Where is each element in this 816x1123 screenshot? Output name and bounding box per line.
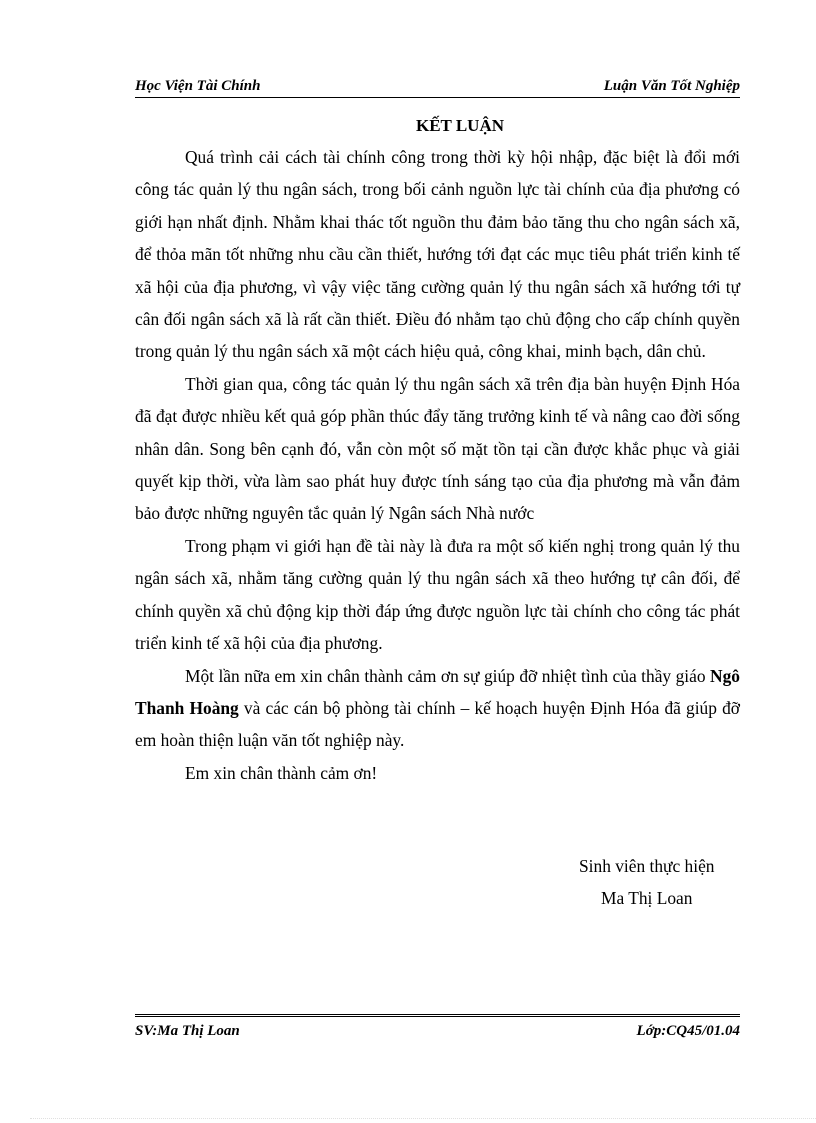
signature-role: Sinh viên thực hiện bbox=[579, 856, 715, 876]
paragraph-5: Em xin chân thành cảm ơn! bbox=[185, 762, 378, 783]
page-title: KẾT LUẬN bbox=[415, 116, 504, 135]
page-footer bbox=[135, 1014, 740, 1047]
header-document-type: Luận Văn Tốt Nghiệp bbox=[603, 78, 740, 94]
header-institution: Học Viện Tài Chính bbox=[135, 78, 261, 94]
footer-class: Lớp:CQ45/01.04 bbox=[636, 1023, 740, 1039]
advisor-name: Ngô Thanh Hoàng bbox=[135, 665, 740, 718]
paragraph-2: Thời gian qua, công tác quản lý thu ngân sách xã trên địa bàn huyện Định Hóa đã đạt được nhiều kết quả góp phần thúc đẩy tăng trưởng kinh tế và nâng cao đời sống nhân dân. Song bên cạnh đó, vẫn còn một số mặt tồn tại cần được khắc phục và giải quyết kịp thời, vừa làm sao phát huy được tính sáng tạo của địa phương mà vẫn đảm bảo được những nguyên tắc quản lý Ngân sách Nhà nước bbox=[135, 373, 740, 524]
page-header bbox=[135, 77, 740, 98]
paragraph-4 bbox=[135, 660, 740, 757]
footer-student: SV:Ma Thị Loan bbox=[135, 1023, 240, 1039]
paragraph-4-end: và các cán bộ phòng tài chính – kế hoạch huyện Định Hóa đã giúp đỡ em hoàn thiện luận văn tốt nghiệp này. bbox=[135, 697, 740, 751]
paragraph-1: Quá trình cải cách tài chính công trong thời kỳ hội nhập, đặc biệt là đổi mới công tác quản lý thu ngân sách, trong bối cảnh nguồn lực tài chính của địa phương có giới hạn nhất định. Nhằm khai thác tốt nguồn thu đảm bảo tăng thu cho ngân sách xã, để thỏa mãn tốt những nhu cầu cần thiết, hướng tới đạt các mục tiêu phát triển kinh tế xã hội của địa phương, vì vậy việc tăng cường quản lý thu ngân sách xã hướng tới tự cân đối ngân sách xã là rất cần thiết. Điều đó nhằm tạo chủ động cho cấp chính quyền trong quản lý thu ngân sách xã một cách hiệu quả, công khai, minh bạch, dân chủ. bbox=[135, 147, 740, 362]
paragraph-3: Trong phạm vi giới hạn đề tài này là đưa ra một số kiến nghị trong quản lý thu ngân sách xã, nhằm tăng cường quản lý thu ngân sách xã theo hướng tự cân đối, để chính quyền xã chủ động kịp thời đáp ứng được nguồn lực tài chính cho công tác phát triển kinh tế xã hội của địa phương. bbox=[135, 535, 740, 654]
signature-name: Ma Thị Loan bbox=[601, 888, 693, 908]
page-bottom-divider bbox=[30, 1118, 816, 1119]
document-body bbox=[135, 141, 740, 789]
paragraph-4-start: Một lần nữa em xin chân thành cảm ơn sự giúp đỡ nhiệt tình của thầy giáo bbox=[185, 665, 711, 686]
